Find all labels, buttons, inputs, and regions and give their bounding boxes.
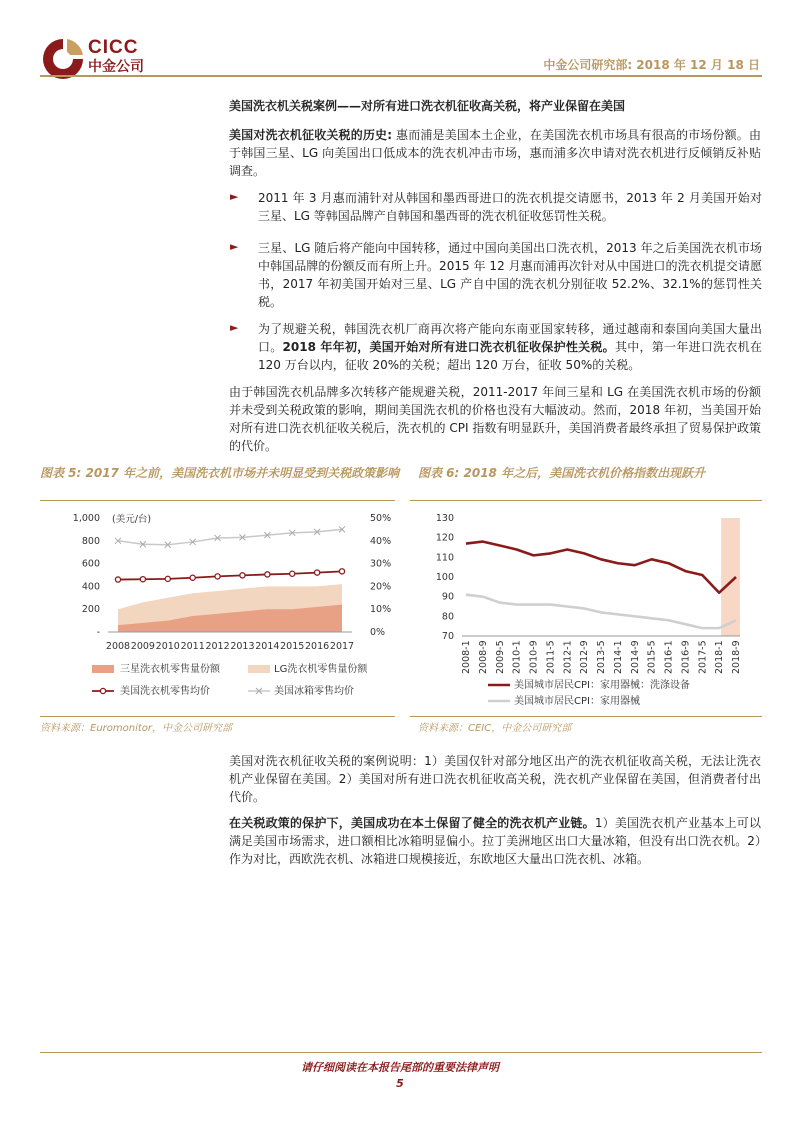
case-paragraph: 美国对洗衣机征收关税的案例说明：1）美国仅针对部分地区出产的洗衣机征收高关税，无法让洗衣机产业保留在美国。2）美国对所有进口洗衣机征收高关税，洗衣机产业保留在美国，但消费者付出代价。 [229, 754, 761, 804]
x-tick-label: 2015 [280, 641, 305, 652]
legend-swatch-samsung [92, 665, 114, 673]
legend-label: 美国城市居民CPI：家用器械：洗涤设备 [514, 680, 690, 691]
figure5-title: 图表 5: 2017 年之前，美国洗衣机市场并未明显受到关税政策影响 [40, 466, 400, 480]
bullet-arrow-icon: ► [230, 190, 239, 203]
right-tick-label: 40% [370, 535, 392, 547]
figure6-title: 图表 6: 2018 年之后，美国洗衣机价格指数出现跃升 [418, 466, 706, 480]
footer-legal-note: 请仔细阅读在本报告尾部的重要法律声明 [301, 1061, 499, 1074]
left-tick-label: 1,000 [72, 513, 100, 524]
figure6-bottom-rule [410, 716, 762, 717]
appliance-cpi-line [466, 595, 736, 628]
x-tick-label: 2010-1 [511, 640, 523, 674]
y-tick-label: 120 [435, 532, 454, 544]
x-tick-label: 2011-5 [545, 640, 557, 674]
history-text: 惠而浦是美国本土企业，在美国洗衣机市场具有很高的市场份额。由于韩国三星、LG 向美国出口低成本的洗衣机冲击市场，惠而浦多次申请对洗衣机进行反倾销反补贴调查。 [229, 128, 761, 178]
x-tick-label: 2014 [255, 641, 280, 652]
footer-divider [40, 1052, 762, 1053]
history-paragraph [229, 126, 761, 180]
x-tick-label: 2018-9 [731, 640, 742, 674]
x-tick-label: 2008 [105, 641, 131, 652]
washer-price-point [290, 571, 295, 576]
washer-price-point [215, 574, 220, 579]
x-tick-label: 2012-1 [562, 640, 574, 674]
figure6-top-rule [410, 500, 762, 501]
left-tick-label: 400 [81, 581, 100, 593]
left-tick-label: 200 [81, 604, 100, 616]
left-tick-label: 600 [81, 558, 100, 570]
final-lead: 在关税政策的保护下，美国成功在本土保留了健全的洗衣机产业链。 [229, 816, 595, 830]
y-tick-label: 70 [441, 631, 454, 642]
legend-label: 三星洗衣机零售量份额 [120, 664, 220, 675]
figure5-top-rule [40, 500, 395, 501]
left-tick-label: - [96, 627, 100, 638]
washer-price-point [339, 569, 344, 574]
left-tick-label: 800 [81, 535, 100, 547]
right-tick-label: 30% [370, 558, 392, 570]
y-tick-label: 90 [441, 591, 454, 603]
x-tick-label: 2017-5 [697, 640, 709, 674]
x-tick-label: 2014-1 [612, 640, 624, 674]
figure5-source: 资料来源：Euromonitor，中金公司研究部 [40, 723, 233, 734]
final-text: 1）美国洗衣机产业基本上可以满足美国市场需求，进口额相比冰箱明显偏小。拉丁美洲地区出口大量冰箱，但没有出口洗衣机。2）作为对比，西欧洗衣机、冰箱进口规模接近，东欧地区大量出口洗衣机、冰箱。 [229, 816, 761, 866]
highlight-band-2018 [721, 518, 740, 636]
washer-price-point [240, 573, 245, 578]
header-divider [40, 75, 762, 77]
legend-label: LG洗衣机零售量份额 [274, 664, 368, 675]
legend-label: 美国冰箱零售均价 [274, 686, 354, 697]
x-tick-label: 2010-9 [528, 640, 540, 674]
x-tick-label: 2016-9 [680, 640, 692, 674]
bullet-arrow-icon: ► [230, 240, 239, 253]
final-paragraph [229, 814, 761, 868]
summary-paragraph: 由于韩国洗衣机品牌多次转移产能规避关税，2011-2017 年间三星和 LG 在美国洗衣机市场的份额并未受到关税政策的影响，期间美国洗衣机的价格也没有大幅波动。然而，2018 年初，当美国开始对所有进口洗衣机征收关税后，洗衣机的 CPI 指数有明显跃升，美国消费者最终承担了贸易保护政策的代价。 [229, 385, 761, 453]
section-title: 美国洗衣机关税案例——对所有进口洗衣机征收高关税，将产业保留在美国 [229, 99, 626, 113]
x-tick-label: 2013 [230, 641, 255, 652]
y-tick-label: 80 [441, 611, 454, 623]
legend-label: 美国城市居民CPI：家用器械 [514, 696, 640, 707]
washer-price-point [115, 577, 120, 582]
y-tick-label: 110 [435, 552, 454, 564]
x-tick-label: 2012 [205, 641, 230, 652]
right-tick-label: 0% [370, 627, 386, 638]
x-tick-label: 2015-5 [646, 640, 658, 674]
x-tick-label: 2009-5 [494, 640, 506, 674]
x-tick-label: 2017 [329, 641, 355, 652]
legend-marker-washer [100, 688, 105, 693]
x-tick-label: 2018-1 [714, 640, 726, 674]
x-tick-label: 2016 [305, 641, 330, 652]
y-tick-label: 100 [435, 572, 454, 583]
x-tick-label: 2008-9 [477, 640, 489, 674]
figure5-bottom-rule [40, 716, 395, 717]
x-tick-label: 2014-9 [629, 640, 641, 674]
washer-price-point [190, 575, 195, 580]
x-tick-label: 2013-5 [596, 640, 607, 674]
x-tick-label: 2016-1 [663, 640, 675, 674]
bullet-item: 2011 年 3 月惠而浦针对从韩国和墨西哥进口的洗衣机提交请愿书，2013 年 2 月美国开始对三星、LG 等韩国品牌产自韩国和墨西哥的洗衣机征收惩罚性关税。 [258, 191, 762, 223]
washer-price-point [140, 577, 145, 582]
legend-swatch-lg [248, 665, 270, 673]
right-tick-label: 20% [370, 581, 392, 593]
page-number: 5 [396, 1077, 404, 1090]
washer-price-point [315, 570, 320, 575]
fridge-price-line [118, 529, 342, 544]
washer-price-point [265, 572, 270, 577]
logo-text: CICC 中金公司 [88, 37, 144, 74]
y-tick-label: 130 [435, 513, 454, 524]
bullet-item: 为了规避关税，韩国洗衣机厂商再次将产能向东南亚国家转移，通过越南和泰国向美国大量出口。2018 年年初，美国开始对所有进口洗衣机征收保护性关税。其中，第一年进口洗衣机在 120 万台以内，征收 20%的关税；超出 120 万台，征收 50%的关税。 [258, 322, 762, 372]
x-tick-label: 2012-9 [579, 640, 591, 674]
legend-label: 美国洗衣机零售均价 [120, 686, 210, 697]
right-tick-label: 10% [370, 604, 392, 616]
x-tick-label: 2011 [180, 641, 205, 652]
bullet-item: 三星、LG 随后将产能向中国转移，通过中国向美国出口洗衣机，2013 年之后美国洗衣机市场中韩国品牌的份额反而有所上升。2015 年 12 月惠而浦再次针对从中国进口的洗衣机提交请愿书，2017 年初美国开始对三星、LG 产自中国的洗衣机分别征收 52.2%、32.1%的惩罚性关税。 [258, 241, 762, 309]
figure6-source: 资料来源：CEIC，中金公司研究部 [418, 723, 572, 734]
x-tick-label: 2008-1 [461, 640, 472, 674]
washer-cpi-line [466, 542, 736, 593]
x-tick-label: 2010 [155, 641, 180, 652]
figure5-chart [40, 504, 400, 714]
right-tick-label: 50% [370, 513, 392, 524]
bullet-arrow-icon: ► [230, 321, 239, 334]
unit-label: (美元/台) [112, 514, 152, 525]
washer-price-line [118, 571, 342, 579]
x-tick-label: 2009 [130, 641, 155, 652]
figure6-chart [410, 504, 762, 714]
report-date-header: 中金公司研究部: 2018 年 12 月 18 日 [543, 58, 760, 72]
washer-price-point [165, 576, 170, 581]
history-lead: 美国对洗衣机征收关税的历史: [229, 128, 393, 142]
